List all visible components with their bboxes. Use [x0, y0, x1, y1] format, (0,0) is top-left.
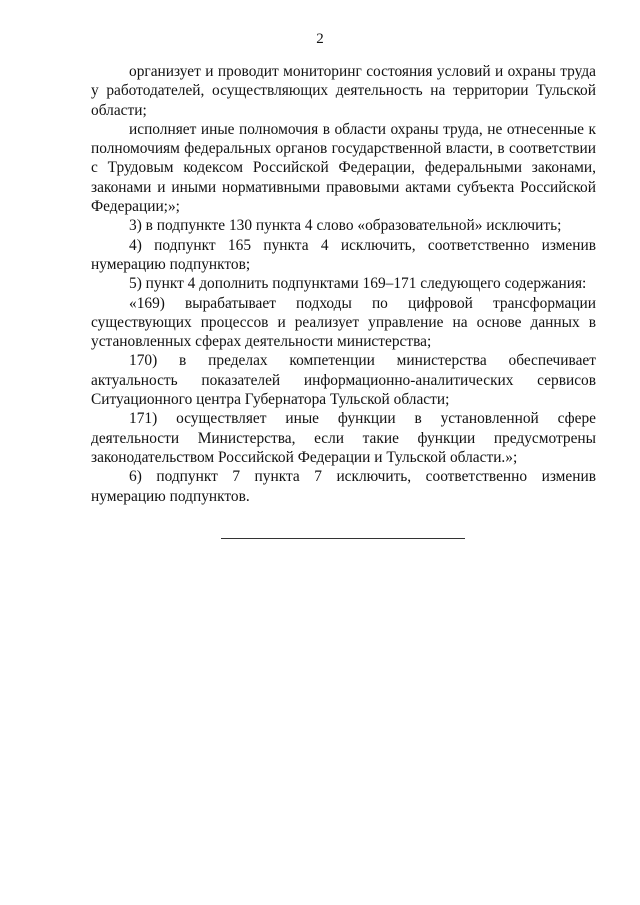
paragraph-subitem-171: 171) осуществляет иные функции в установленной сфере деятельности Министерства, если такие функции предусмотрены законодательством Российской Федерации и Тульской области.»;	[91, 410, 596, 466]
paragraph-item-4: 4) подпункт 165 пункта 4 исключить, соответственно изменив нумерацию подпунктов;	[91, 236, 596, 273]
paragraph-item-5: 5) пункт 4 дополнить подпунктами 169–171 следующего содержания:	[129, 275, 587, 293]
paragraph-item-6: 6) подпункт 7 пункта 7 исключить, соответственно изменив нумерацию подпунктов.	[91, 468, 596, 505]
closing-divider-line	[221, 538, 465, 539]
paragraph-monitoring: организует и проводит мониторинг состояния условий и охраны труда у работодателей, осуществляющих деятельность на территории Тульской области;	[91, 63, 596, 119]
paragraph-subitem-170: 170) в пределах компетенции министерства обеспечивает актуальность показателей информационно-аналитических сервисов Ситуационного центра Губернатора Тульской области;	[91, 352, 596, 409]
paragraph-item-3: 3) в подпункте 130 пункта 4 слово «образовательной» исключить;	[129, 217, 562, 235]
paragraph-subitem-169: «169) вырабатывает подходы по цифровой трансформации существующих процессов и реализует управление на основе данных в установленных сферах деятельности министерства;	[91, 294, 596, 351]
page-number: 2	[316, 31, 324, 47]
paragraph-other-powers: исполняет иные полномочия в области охраны труда, не отнесенные к полномочиям федеральных органов государственной власти, в соответствии с Трудовым кодексом Российской Федерации, федеральными законами, законами и иными нормативными правовыми актами субъекта Российской Федерации;»;	[91, 120, 596, 216]
document-body	[91, 62, 596, 506]
